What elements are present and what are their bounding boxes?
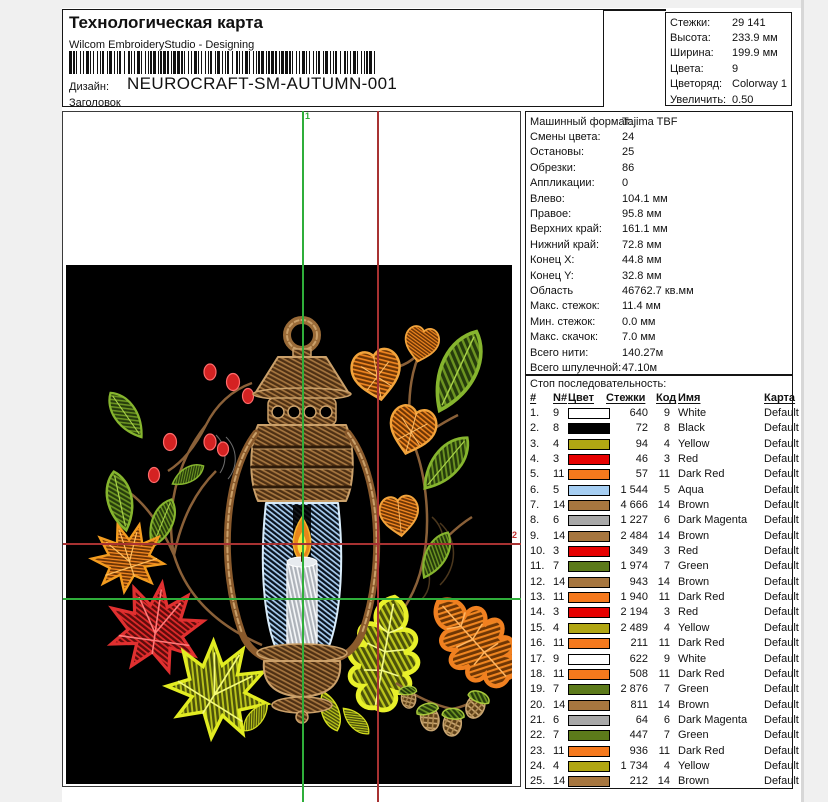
row-needle: 7 bbox=[553, 560, 560, 573]
row-chart: Default bbox=[764, 407, 799, 419]
row-code: 9 bbox=[663, 407, 670, 419]
row-needle: 11 bbox=[553, 468, 565, 481]
row-code: 6 bbox=[663, 514, 670, 527]
row-code: 4 bbox=[663, 759, 670, 772]
row-stitches: 94 bbox=[635, 437, 648, 450]
stop-sequence-row bbox=[526, 453, 799, 468]
row-stitches: 622 bbox=[629, 652, 648, 665]
row-stitches: 2 194 bbox=[620, 606, 648, 619]
row-chart: Default bbox=[764, 713, 799, 726]
col-needle: N# bbox=[553, 392, 568, 404]
row-thread-name: Dark Magenta bbox=[678, 713, 748, 726]
row-seq: 21. bbox=[530, 713, 546, 726]
row-seq: 19. bbox=[530, 683, 546, 696]
row-thread-name: Green bbox=[678, 683, 709, 696]
stop-sequence-row bbox=[526, 437, 799, 453]
row-seq: 10. bbox=[530, 545, 546, 558]
row-seq: 4. bbox=[530, 453, 540, 466]
row-thread-name: Green bbox=[678, 560, 709, 573]
info-value: 44.8 мм bbox=[622, 254, 662, 267]
row-code: 3 bbox=[663, 606, 670, 619]
row-chart: Default bbox=[764, 422, 799, 435]
row-code: 11 bbox=[658, 744, 670, 757]
row-needle: 4 bbox=[553, 621, 560, 634]
info-value: 161.1 мм bbox=[622, 223, 668, 236]
row-chart: Default bbox=[764, 698, 799, 711]
row-code: 14 bbox=[657, 499, 670, 512]
info-label: Цветоряд: bbox=[670, 78, 723, 91]
info-row bbox=[526, 222, 792, 237]
info-label: Влево: bbox=[530, 192, 565, 205]
row-needle: 4 bbox=[553, 437, 560, 450]
info-value: 24 bbox=[622, 131, 635, 144]
row-seq: 14. bbox=[530, 606, 546, 619]
row-thread-name: Red bbox=[678, 606, 699, 619]
row-code: 8 bbox=[663, 422, 670, 435]
info-value: 72.8 мм bbox=[622, 238, 662, 251]
row-needle: 3 bbox=[553, 545, 560, 558]
row-seq: 23. bbox=[530, 744, 546, 757]
info-label: Макс. стежок: bbox=[530, 300, 600, 313]
row-chart: Default bbox=[764, 591, 799, 604]
row-thread-name: Dark Red bbox=[678, 667, 725, 680]
row-needle: 11 bbox=[553, 591, 565, 604]
info-row bbox=[666, 30, 791, 45]
row-thread-name: Red bbox=[678, 545, 699, 558]
row-chart: Default bbox=[764, 575, 799, 588]
row-stitches: 1 227 bbox=[620, 514, 648, 527]
row-needle: 14 bbox=[553, 529, 566, 542]
row-code: 5 bbox=[663, 483, 670, 496]
stop-sequence-title: Стоп последовательность: bbox=[530, 378, 667, 390]
stop-sequence-row bbox=[526, 652, 799, 668]
row-thread-name: Black bbox=[678, 422, 705, 435]
heading-label: Заголовок bbox=[69, 97, 121, 109]
info-value: Tajima TBF bbox=[622, 115, 678, 128]
summary-panel bbox=[665, 12, 792, 106]
stop-sequence-row bbox=[526, 683, 799, 698]
info-label: Конец X: bbox=[530, 254, 575, 267]
info-label: Мин. стежок: bbox=[530, 315, 596, 328]
end-guide-vertical bbox=[377, 111, 379, 802]
row-seq: 24. bbox=[530, 759, 546, 772]
row-stitches: 57 bbox=[635, 468, 648, 481]
row-thread-name: White bbox=[678, 652, 707, 665]
row-seq: 17. bbox=[530, 652, 546, 665]
stop-sequence-row bbox=[526, 483, 799, 499]
row-stitches: 2 484 bbox=[620, 529, 648, 542]
info-label: Всего шпулечной: bbox=[530, 361, 622, 374]
design-canvas bbox=[66, 265, 512, 784]
row-chart: Default bbox=[764, 529, 799, 542]
row-stitches: 4 666 bbox=[620, 499, 648, 512]
row-stitches: 936 bbox=[629, 744, 648, 757]
row-seq: 1. bbox=[530, 407, 540, 419]
row-stitches: 46 bbox=[635, 453, 648, 466]
info-row bbox=[526, 114, 792, 129]
row-thread-name: Brown bbox=[678, 529, 710, 542]
row-stitches: 1 734 bbox=[620, 759, 648, 772]
row-needle: 7 bbox=[553, 729, 560, 742]
row-stitches: 2 489 bbox=[620, 621, 648, 634]
info-label: Конец Y: bbox=[530, 269, 574, 282]
info-label: Высота: bbox=[670, 32, 711, 45]
row-code: 3 bbox=[663, 453, 670, 466]
row-chart: Default bbox=[764, 545, 799, 558]
stop-sequence-row bbox=[526, 713, 799, 729]
stop-sequence-row bbox=[526, 514, 799, 529]
info-value: 199.9 мм bbox=[732, 47, 778, 60]
row-stitches: 72 bbox=[635, 422, 648, 435]
row-chart: Default bbox=[764, 667, 799, 680]
row-thread-name: Yellow bbox=[678, 759, 710, 772]
stop-sequence-header bbox=[526, 392, 796, 406]
page-title: Технологическая карта bbox=[69, 13, 264, 32]
row-code: 7 bbox=[663, 683, 670, 696]
col-code: Код bbox=[656, 392, 677, 404]
info-label: Верхних край: bbox=[530, 223, 602, 236]
app-subtitle: Wilcom EmbroideryStudio - Designing bbox=[69, 39, 255, 51]
row-seq: 8. bbox=[530, 514, 540, 527]
stop-sequence-rows bbox=[526, 407, 799, 791]
stop-sequence-row bbox=[526, 575, 799, 591]
info-row bbox=[666, 15, 791, 30]
row-code: 14 bbox=[657, 575, 670, 588]
col-chart: Карта bbox=[764, 392, 796, 404]
row-seq: 11. bbox=[530, 560, 545, 573]
col-color: Цвет bbox=[568, 392, 595, 404]
row-chart: Default bbox=[764, 560, 799, 573]
row-stitches: 943 bbox=[629, 575, 648, 588]
row-stitches: 1 544 bbox=[620, 483, 648, 496]
info-label: Область bbox=[530, 284, 574, 297]
info-value: 9 bbox=[732, 62, 739, 75]
row-thread-name: Brown bbox=[678, 698, 710, 711]
stop-sequence-row bbox=[526, 621, 799, 637]
stop-sequence-row bbox=[526, 606, 799, 621]
row-stitches: 2 876 bbox=[620, 683, 648, 696]
col-seq: # bbox=[530, 392, 537, 404]
row-seq: 25. bbox=[530, 775, 546, 788]
info-row bbox=[526, 253, 792, 268]
row-seq: 12. bbox=[530, 575, 546, 588]
row-needle: 11 bbox=[553, 667, 565, 680]
info-value: 7.0 мм bbox=[622, 331, 656, 344]
start-marker: 1 bbox=[305, 111, 311, 121]
row-code: 14 bbox=[657, 529, 670, 542]
row-stitches: 1 940 bbox=[620, 591, 648, 604]
info-row bbox=[526, 329, 792, 344]
row-chart: Default bbox=[764, 637, 799, 650]
design-label: Дизайн: bbox=[69, 81, 110, 93]
info-label: Стежки: bbox=[670, 16, 711, 29]
info-value: 47.10м bbox=[622, 361, 658, 374]
row-code: 6 bbox=[663, 713, 670, 726]
stop-sequence-row bbox=[526, 545, 799, 560]
stop-sequence-row bbox=[526, 407, 799, 422]
stop-sequence-row bbox=[526, 729, 799, 744]
row-seq: 7. bbox=[530, 499, 540, 512]
row-seq: 3. bbox=[530, 437, 540, 450]
row-code: 11 bbox=[658, 468, 670, 481]
info-value: 32.8 мм bbox=[622, 269, 662, 282]
row-needle: 9 bbox=[553, 652, 560, 665]
barcode bbox=[69, 51, 376, 74]
row-code: 4 bbox=[663, 621, 670, 634]
row-code: 14 bbox=[657, 698, 670, 711]
stop-sequence-row bbox=[526, 468, 799, 483]
row-chart: Default bbox=[764, 453, 799, 466]
row-needle: 11 bbox=[553, 637, 565, 650]
row-code: 11 bbox=[658, 637, 670, 650]
row-chart: Default bbox=[764, 759, 799, 772]
row-chart: Default bbox=[764, 729, 799, 742]
row-chart: Default bbox=[764, 437, 799, 450]
row-seq: 9. bbox=[530, 529, 540, 542]
stop-sequence-row bbox=[526, 591, 799, 606]
info-row bbox=[526, 283, 792, 298]
row-needle: 8 bbox=[553, 422, 560, 435]
row-thread-name: Brown bbox=[678, 499, 710, 512]
info-label: Обрезки: bbox=[530, 161, 576, 174]
row-seq: 22. bbox=[530, 729, 546, 742]
info-row bbox=[526, 145, 792, 160]
barcode-bar bbox=[375, 51, 376, 74]
info-label: Цвета: bbox=[670, 62, 704, 75]
row-code: 9 bbox=[663, 652, 670, 665]
row-stitches: 349 bbox=[629, 545, 648, 558]
row-stitches: 508 bbox=[629, 667, 648, 680]
row-seq: 13. bbox=[530, 591, 546, 604]
row-needle: 4 bbox=[553, 759, 560, 772]
stop-sequence-row bbox=[526, 698, 799, 714]
info-row bbox=[526, 299, 792, 314]
row-chart: Default bbox=[764, 621, 799, 634]
row-code: 3 bbox=[663, 545, 670, 558]
info-value: 86 bbox=[622, 161, 635, 174]
row-chart: Default bbox=[764, 606, 799, 619]
end-guide-horizontal bbox=[63, 543, 521, 545]
row-seq: 5. bbox=[530, 468, 540, 481]
start-guide-vertical bbox=[302, 111, 304, 802]
info-row bbox=[526, 176, 792, 191]
info-row bbox=[526, 360, 792, 375]
info-row bbox=[526, 191, 792, 206]
summary-rows bbox=[666, 13, 791, 105]
row-thread-name: Dark Magenta bbox=[678, 514, 748, 527]
row-thread-name: White bbox=[678, 407, 707, 419]
row-needle: 5 bbox=[553, 483, 560, 496]
col-stitches: Стежки bbox=[606, 392, 646, 404]
row-needle: 3 bbox=[553, 453, 560, 466]
info-value: 0.0 мм bbox=[622, 315, 656, 328]
row-thread-name: Red bbox=[678, 453, 699, 466]
row-chart: Default bbox=[764, 468, 799, 481]
stop-sequence-row bbox=[526, 775, 799, 790]
info-row bbox=[666, 77, 791, 92]
info-value: 11.4 мм bbox=[622, 300, 661, 313]
col-name: Имя bbox=[678, 392, 701, 404]
info-row bbox=[526, 237, 792, 252]
row-code: 11 bbox=[658, 591, 670, 604]
row-thread-name: Brown bbox=[678, 575, 710, 588]
info-row bbox=[666, 92, 791, 107]
page-top-border bbox=[603, 9, 666, 11]
row-chart: Default bbox=[764, 652, 799, 665]
stop-sequence-row bbox=[526, 422, 799, 437]
row-seq: 16. bbox=[530, 637, 546, 650]
info-value: 0.50 bbox=[732, 93, 754, 106]
info-label: Аппликации: bbox=[530, 177, 595, 190]
row-stitches: 1 974 bbox=[620, 560, 648, 573]
row-thread-name: Yellow bbox=[678, 437, 710, 450]
info-label: Нижний край: bbox=[530, 238, 600, 251]
row-chart: Default bbox=[764, 775, 799, 788]
info-label: Смены цвета: bbox=[530, 131, 601, 144]
details-rows bbox=[526, 112, 792, 374]
row-seq: 6. bbox=[530, 483, 540, 496]
stop-sequence-row bbox=[526, 529, 799, 545]
stop-sequence-row bbox=[526, 560, 799, 575]
row-needle: 3 bbox=[553, 606, 560, 619]
row-chart: Default bbox=[764, 514, 799, 527]
row-thread-name: Dark Red bbox=[678, 591, 725, 604]
row-thread-name: Brown bbox=[678, 775, 710, 788]
stop-sequence-row bbox=[526, 759, 799, 775]
row-chart: Default bbox=[764, 744, 799, 757]
row-needle: 6 bbox=[553, 713, 560, 726]
info-label: Увеличить: bbox=[670, 93, 727, 106]
row-seq: 2. bbox=[530, 422, 540, 435]
stop-sequence-row bbox=[526, 499, 799, 514]
row-needle: 14 bbox=[553, 698, 566, 711]
info-value: 104.1 мм bbox=[622, 192, 668, 205]
info-value: 0 bbox=[622, 177, 629, 190]
row-needle: 14 bbox=[553, 575, 566, 588]
info-row bbox=[666, 61, 791, 76]
info-label: Всего нити: bbox=[530, 346, 589, 359]
row-chart: Default bbox=[764, 683, 799, 696]
row-thread-name: Dark Red bbox=[678, 637, 725, 650]
row-thread-name: Green bbox=[678, 729, 709, 742]
end-marker: 2 bbox=[512, 530, 518, 540]
info-row bbox=[526, 160, 792, 175]
stop-sequence-row bbox=[526, 637, 799, 652]
design-name: NEUROCRAFT-SM-AUTUMN-001 bbox=[127, 74, 398, 93]
row-needle: 14 bbox=[553, 499, 566, 512]
row-seq: 18. bbox=[530, 667, 546, 680]
row-thread-name: Dark Red bbox=[678, 744, 725, 757]
stop-sequence-row bbox=[526, 667, 799, 683]
info-row bbox=[666, 46, 791, 61]
info-label: Макс. скачок: bbox=[530, 331, 599, 344]
info-value: 29 141 bbox=[732, 16, 766, 29]
row-code: 4 bbox=[663, 437, 670, 450]
row-thread-name: Aqua bbox=[678, 483, 704, 496]
stop-sequence-panel bbox=[525, 375, 799, 789]
row-code: 11 bbox=[658, 667, 670, 680]
info-value: Colorway 1 bbox=[732, 78, 788, 91]
row-code: 7 bbox=[663, 560, 670, 573]
info-value: 233.9 мм bbox=[732, 32, 778, 45]
info-value: 46762.7 кв.мм bbox=[622, 284, 694, 297]
info-label: Машинный формат: bbox=[530, 115, 633, 128]
info-label: Правое: bbox=[530, 208, 572, 221]
info-value: 25 bbox=[622, 146, 635, 159]
info-label: Остановы: bbox=[530, 146, 585, 159]
row-chart: Default bbox=[764, 483, 799, 496]
row-stitches: 212 bbox=[629, 775, 648, 788]
start-guide-horizontal bbox=[63, 598, 521, 600]
info-row bbox=[526, 206, 792, 221]
info-row bbox=[526, 345, 792, 360]
row-needle: 7 bbox=[553, 683, 560, 696]
row-code: 7 bbox=[663, 729, 670, 742]
row-code: 14 bbox=[657, 775, 670, 788]
row-thread-name: Yellow bbox=[678, 621, 710, 634]
row-stitches: 640 bbox=[629, 407, 648, 419]
row-needle: 14 bbox=[553, 775, 566, 788]
row-seq: 15. bbox=[530, 621, 546, 634]
info-value: 95.8 мм bbox=[622, 208, 662, 221]
row-stitches: 64 bbox=[635, 713, 648, 726]
row-needle: 6 bbox=[553, 514, 560, 527]
details-panel bbox=[525, 111, 793, 375]
stop-sequence-row bbox=[526, 744, 799, 760]
info-label: Ширина: bbox=[670, 47, 714, 60]
row-stitches: 447 bbox=[629, 729, 648, 742]
row-thread-name: Dark Red bbox=[678, 468, 725, 481]
row-chart: Default bbox=[764, 499, 799, 512]
header-panel bbox=[62, 9, 604, 107]
info-row bbox=[526, 268, 792, 283]
row-stitches: 211 bbox=[630, 637, 648, 650]
row-needle: 11 bbox=[553, 744, 565, 757]
row-needle: 9 bbox=[553, 407, 560, 419]
info-row bbox=[526, 314, 792, 329]
row-seq: 20. bbox=[530, 698, 546, 711]
info-row bbox=[526, 129, 792, 144]
page-edge-shadow bbox=[801, 0, 804, 802]
info-value: 140.27м bbox=[622, 346, 664, 359]
row-stitches: 811 bbox=[630, 698, 648, 711]
